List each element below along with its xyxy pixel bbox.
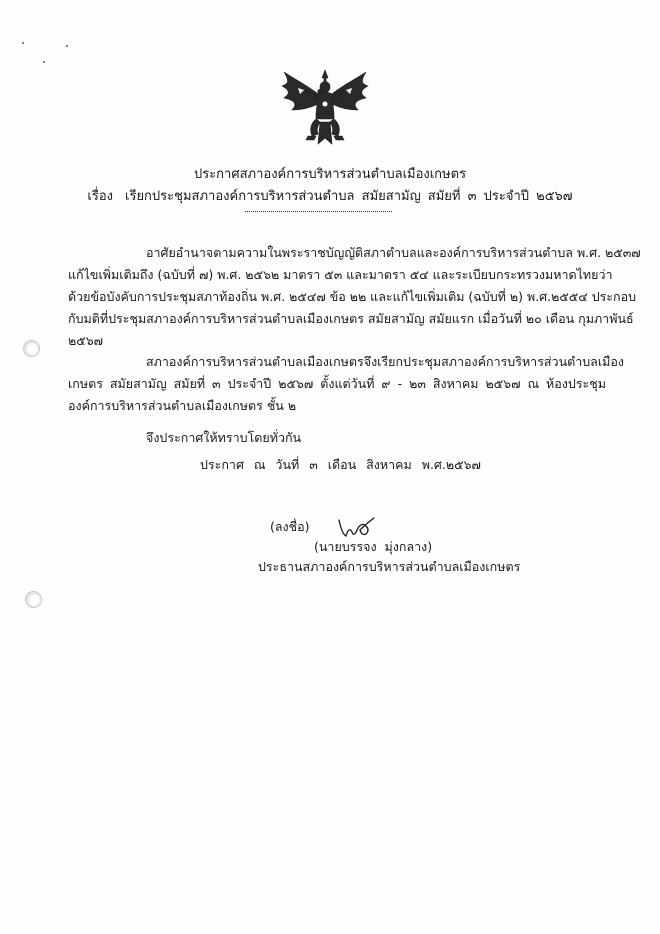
title-divider [245,211,392,212]
paragraph-line: ด้วยข้อบังคับการประชุมสภาท้องถิ่น พ.ศ. ๒๕๔๗ ข้อ ๒๒ และแก้ไขเพิ่มเติม (ฉบับที่ ๒) พ.ศ.๒๕๕๔ ประกอบ [68,289,637,304]
garuda-emblem-icon [278,68,372,152]
scan-speck [66,45,68,47]
paragraph-line: ๒๕๖๗ [68,333,104,348]
paragraph-line: เกษตร สมัยสามัญ สมัยที่ ๓ ประจำปี ๒๕๖๗ ตั้งแต่วันที่ ๙ - ๒๓ สิงหาคม ๒๕๖๗ ณ ห้องประชุม [68,376,606,391]
subject-line [0,185,660,206]
paragraph-line: อาศัยอำนาจตามความในพระราชบัญญัติสภาตำบลและองค์การบริหารส่วนตำบล พ.ศ. ๒๕๓๗ [146,245,641,260]
subject-label: เรื่อง [87,189,114,204]
paragraph-line: องค์การบริหารส่วนตำบลเมืองเกษตร ชั้น ๒ [68,398,297,413]
signer-name: (นายบรรจง มุ่งกลาง) [314,539,433,554]
scan-speck [22,42,24,44]
paragraph-authority [68,242,641,352]
signer-position: ประธานสภาองค์การบริหารส่วนตำบลเมืองเกษตร [258,559,521,574]
punch-hole [24,341,39,356]
paragraph-notice: จึงประกาศให้ทราบโดยทั่วกัน [146,430,302,445]
paragraph-line: สภาองค์การบริหารส่วนตำบลเมืองเกษตรจึงเรียกประชุมสภาองค์การบริหารส่วนตำบลเมือง [146,354,624,369]
paragraph-meeting [68,351,624,417]
page-title: ประกาศสภาองค์การบริหารส่วนตำบลเมืองเกษตร [193,167,467,182]
punch-hole [26,592,41,607]
signature-label: (ลงชื่อ) [270,519,310,534]
scan-speck [43,61,45,63]
paragraph-line: แก้ไขเพิ่มเติมถึง (ฉบับที่ ๗) พ.ศ. ๒๕๖๒ มาตรา ๕๓ และมาตรา ๕๔ และระเบียบกระทรวงมหาดไทยว่า [68,267,613,282]
announce-date: ประกาศ ณ วันที่ ๓ เดือน สิงหาคม พ.ศ.๒๕๖๗ [200,457,481,472]
paragraph-line: กับมติที่ประชุมสภาองค์การบริหารส่วนตำบลเมืองเกษตร สมัยสามัญ สมัยแรก เมื่อวันที่ ๒๐ เดือน กุมภาพันธ์ [68,311,634,326]
subject-text: เรียกประชุมสภาองค์การบริหารส่วนตำบล สมัยสามัญ สมัยที่ ๓ ประจำปี ๒๕๖๗ [125,189,573,204]
